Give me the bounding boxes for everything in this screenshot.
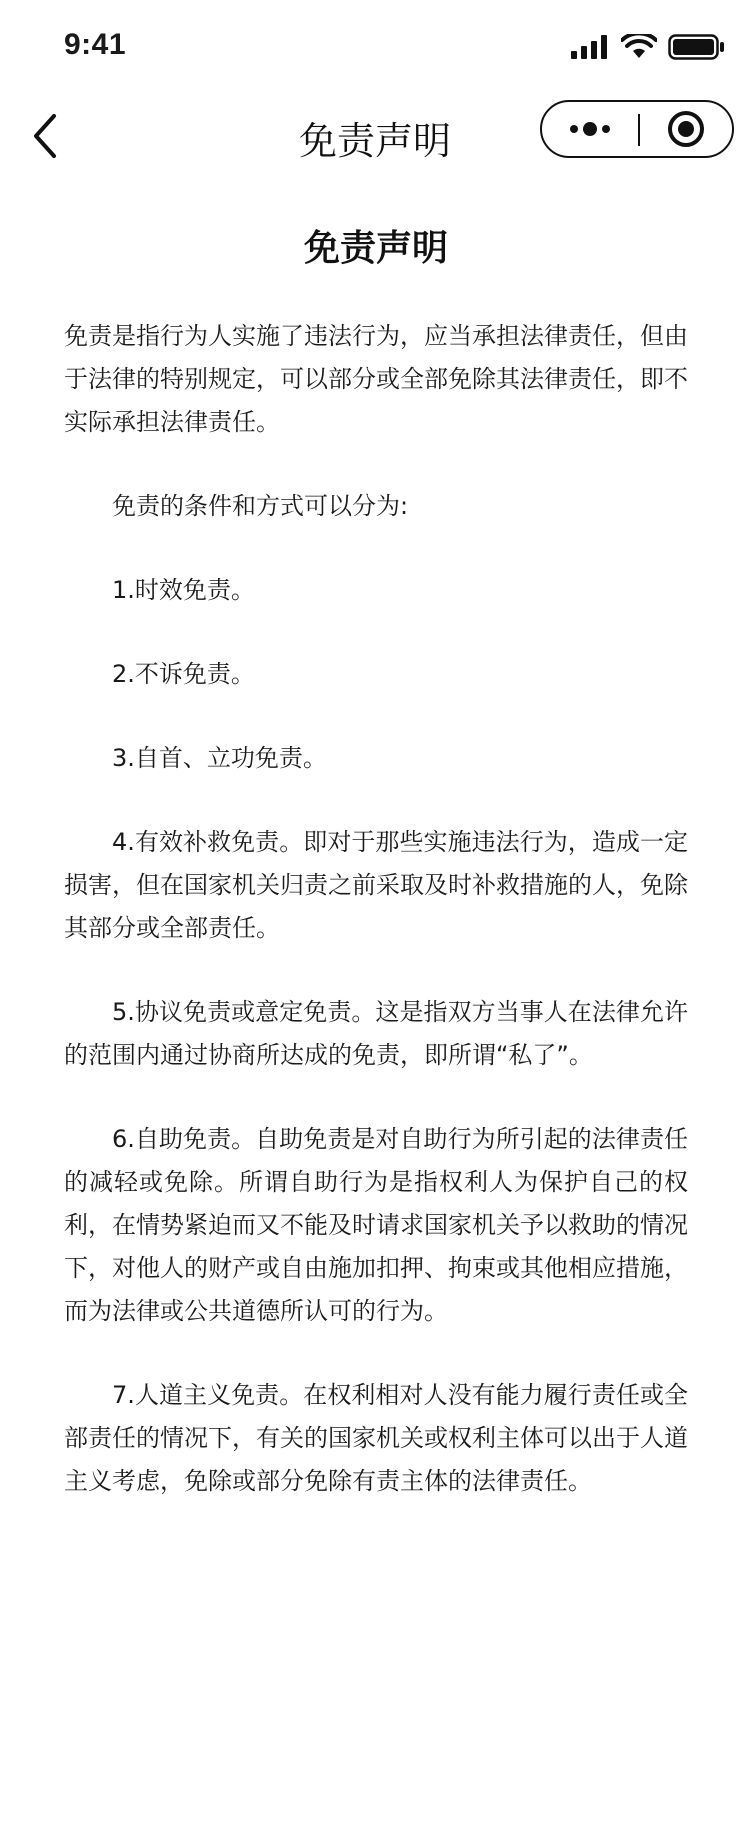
signal-icon [570, 35, 610, 59]
paragraph-intro: 免责是指行为人实施了违法行为，应当承担法律责任，但由于法律的特别规定，可以部分或全部免除其法律责任，即不实际承担法律责任。 [64, 322, 688, 436]
mini-program-capsule [540, 100, 734, 158]
paragraph-item-1: 1.时效免责。 [112, 576, 255, 604]
document-title: 免责声明 [303, 228, 448, 269]
disclaimer-content [64, 220, 688, 1544]
battery-icon [668, 34, 726, 60]
paragraph-conditions: 免责的条件和方式可以分为: [112, 492, 409, 520]
paragraph-item-7: 7.人道主义免责。在权利相对人没有能力履行责任或全部责任的情况下，有关的国家机关或权利主体可以出于人道主义考虑，免除或部分免除有责主体的法律责任。 [64, 1381, 688, 1495]
paragraph-item-4: 4.有效补救免责。即对于那些实施违法行为，造成一定损害，但在国家机关归责之前采取及时补救措施的人，免除其部分或全部责任。 [64, 828, 688, 942]
paragraph-item-3: 3.自首、立功免责。 [112, 744, 327, 772]
status-bar [0, 0, 750, 88]
nav-title: 免责声明 [298, 119, 451, 163]
paragraph-item-6: 6.自助免责。自助免责是对自助行为所引起的法律责任的减轻或免除。所谓自助行为是指权利人为保护自己的权利，在情势紧迫而又不能及时请求国家机关予以救助的情况下，对他人的财产或自由施加扣押、拘束或其他相应措施，而为法律或公共道德所认可的行为。 [64, 1125, 688, 1325]
paragraph-item-5: 5.协议免责或意定免责。这是指双方当事人在法律允许的范围内通过协商所达成的免责，即所谓“私了”。 [64, 998, 688, 1069]
close-button[interactable] [640, 102, 732, 156]
navigation-bar [0, 90, 750, 180]
more-button[interactable] [542, 102, 638, 156]
more-dots-icon [542, 102, 638, 156]
paragraph-item-2: 2.不诉免责。 [112, 660, 255, 688]
status-icons [570, 34, 726, 60]
status-time: 9:41 [64, 28, 127, 61]
target-circle-icon [640, 102, 732, 156]
wifi-icon [621, 34, 657, 60]
